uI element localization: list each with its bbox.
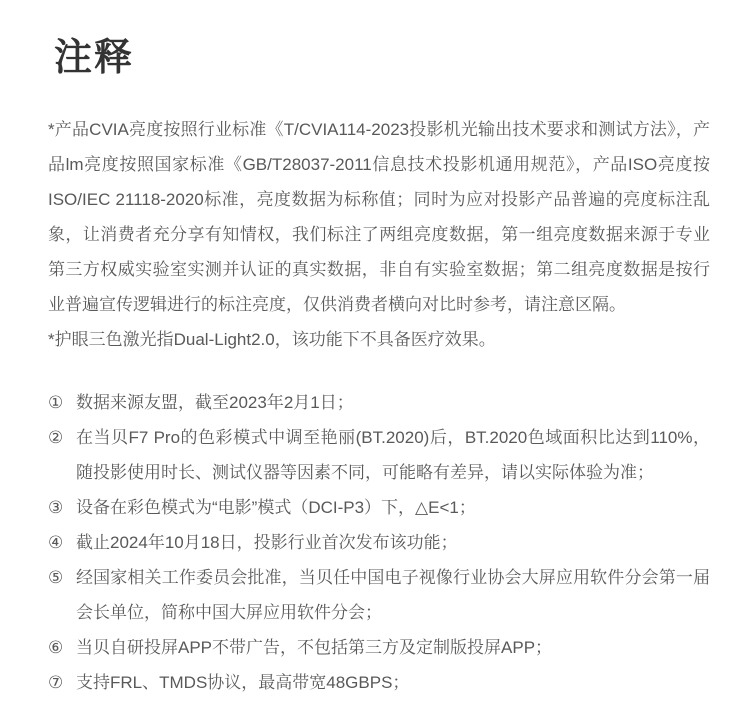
footnote-item-5 bbox=[48, 560, 710, 630]
footnotes-list bbox=[48, 385, 710, 700]
footnote-marker: ① bbox=[48, 393, 64, 412]
footnote-marker: ⑦ bbox=[48, 673, 64, 692]
footnote-item-7 bbox=[48, 665, 710, 700]
footnote-item-4 bbox=[48, 525, 710, 560]
footnote-item-6 bbox=[48, 630, 710, 665]
footnote-text: 当贝自研投屏APP不带广告，不包括第三方及定制版投屏APP； bbox=[76, 638, 553, 657]
footnote-item-1 bbox=[48, 385, 710, 420]
footnote-text: 经国家相关工作委员会批准，当贝任中国电子视像行业协会大屏应用软件分会第一届会长单位，简称中国大屏应用软件分会； bbox=[76, 568, 710, 622]
footnote-text: 截止2024年10月18日，投影行业首次发布该功能； bbox=[76, 533, 458, 552]
footnote-marker: ③ bbox=[48, 498, 64, 517]
paragraph-eyecare-note: *护眼三色激光指Dual-Light2.0，该功能下不具备医疗效果。 bbox=[48, 330, 496, 349]
footnote-text: 设备在彩色模式为“电影”模式（DCI-P3）下，△E<1； bbox=[76, 498, 476, 517]
footnote-marker: ⑤ bbox=[48, 568, 64, 587]
footnote-marker: ② bbox=[48, 428, 64, 447]
footnote-text: 在当贝F7 Pro的色彩模式中调至艳丽(BT.2020)后，BT.2020色域面积比达到110%，随投影使用时长、测试仪器等因素不同，可能略有差异，请以实际体验为准； bbox=[76, 428, 710, 482]
footnote-text: 数据来源友盟，截至2023年2月1日； bbox=[76, 393, 354, 412]
page-title: 注释 bbox=[54, 37, 135, 79]
footnote-item-2 bbox=[48, 420, 710, 490]
footnote-text: 支持FRL、TMDS协议，最高带宽48GBPS； bbox=[76, 673, 410, 692]
paragraph-brightness-note: *产品CVIA亮度按照行业标准《T/CVIA114-2023投影机光输出技术要求和测试方法》，产品lm亮度按照国家标准《GB/T28037-2011信息技术投影机通用规范》，产品ISO亮度按ISO/IEC 21118-2020标准，亮度数据为标称值；同时为应对投影产品普遍的亮度标注乱象，让消费者充分享有知情权，我们标注了两组亮度数据，第一组亮度数据来源于专业第三方权威实验室实测并认证的真实数据，非自有实验室数据；第二组亮度数据是按行业普遍宣传逻辑进行的标注亮度，仅供消费者横向对比时参考，请注意区隔。 bbox=[48, 120, 710, 314]
footnote-item-3 bbox=[48, 490, 710, 525]
footnote-marker: ④ bbox=[48, 533, 64, 552]
footnote-marker: ⑥ bbox=[48, 638, 64, 657]
